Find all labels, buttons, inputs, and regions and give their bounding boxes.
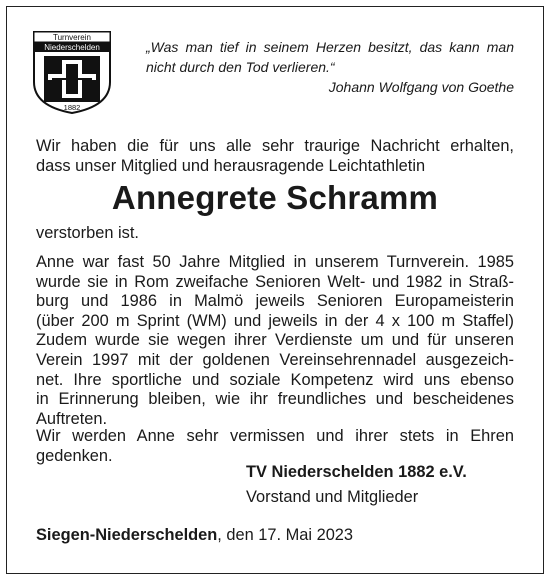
intro-line-1: Wir haben die für uns alle sehr traurige Nachricht erhalten, — [36, 137, 514, 155]
logo-top-text: Turnverein — [53, 33, 91, 42]
body-line: Zudem wurde sie wegen ihrer Verdienste um und für unseren — [36, 331, 514, 350]
body-line: in Erinnerung bleiben, wie ihr freundliches und bescheidenes — [36, 390, 514, 409]
place-city: Siegen-Niederschelden — [36, 526, 218, 544]
deceased-name: Annegrete Schramm — [111, 179, 439, 216]
signature-org: TV Niederschelden 1882 e.V. — [246, 463, 467, 481]
body-line: Auftreten. — [36, 409, 108, 428]
date-text: , den 17. Mai 2023 — [217, 526, 354, 544]
closing-line-2: gedenken. — [36, 446, 113, 465]
logo-year: 1882 — [63, 103, 81, 112]
goethe-quote: „Was man tief in seinem Herzen besitzt, das kann man nicht durch den Tod verlieren.“ — [146, 39, 514, 75]
after-name-text: verstorben ist. — [36, 224, 139, 242]
body-line: wurde sie in Rom zweifache Senioren Welt- und 1982 in Straß- — [36, 272, 514, 291]
signature-sub: Vorstand und Mitglieder — [246, 488, 419, 506]
quote-author: Johann Wolfgang von Goethe — [328, 79, 514, 95]
signature-block — [246, 460, 467, 510]
club-logo — [32, 30, 112, 115]
body-line: net. Ihre sportliche und soziale Kompetenz wird uns ebenso — [36, 370, 514, 389]
club-emblem-icon — [32, 30, 112, 115]
body-line: (über 200 m Sprint (WM) und jeweils in der 4 x 100 m Staffel) — [36, 311, 514, 330]
intro-line-2: dass unser Mitglied und herausragende Leichtathletin — [36, 156, 426, 175]
body-line: Verein 1997 mit der goldenen Vereinsehrennadel ausgezeich- — [36, 350, 514, 369]
body-line: burg und 1986 in Malmö jeweils Senioren Europameisterin — [36, 292, 514, 311]
body-paragraph — [36, 253, 514, 429]
closing-line-1: Wir werden Anne sehr vermissen und ihrer stets in Ehren — [36, 427, 514, 445]
intro-paragraph — [36, 137, 514, 176]
logo-mid-text: Niederschelden — [44, 43, 100, 52]
body-line: Anne war fast 50 Jahre Mitglied in unserem Turnverein. 1985 — [36, 253, 514, 271]
place-date — [36, 525, 353, 545]
